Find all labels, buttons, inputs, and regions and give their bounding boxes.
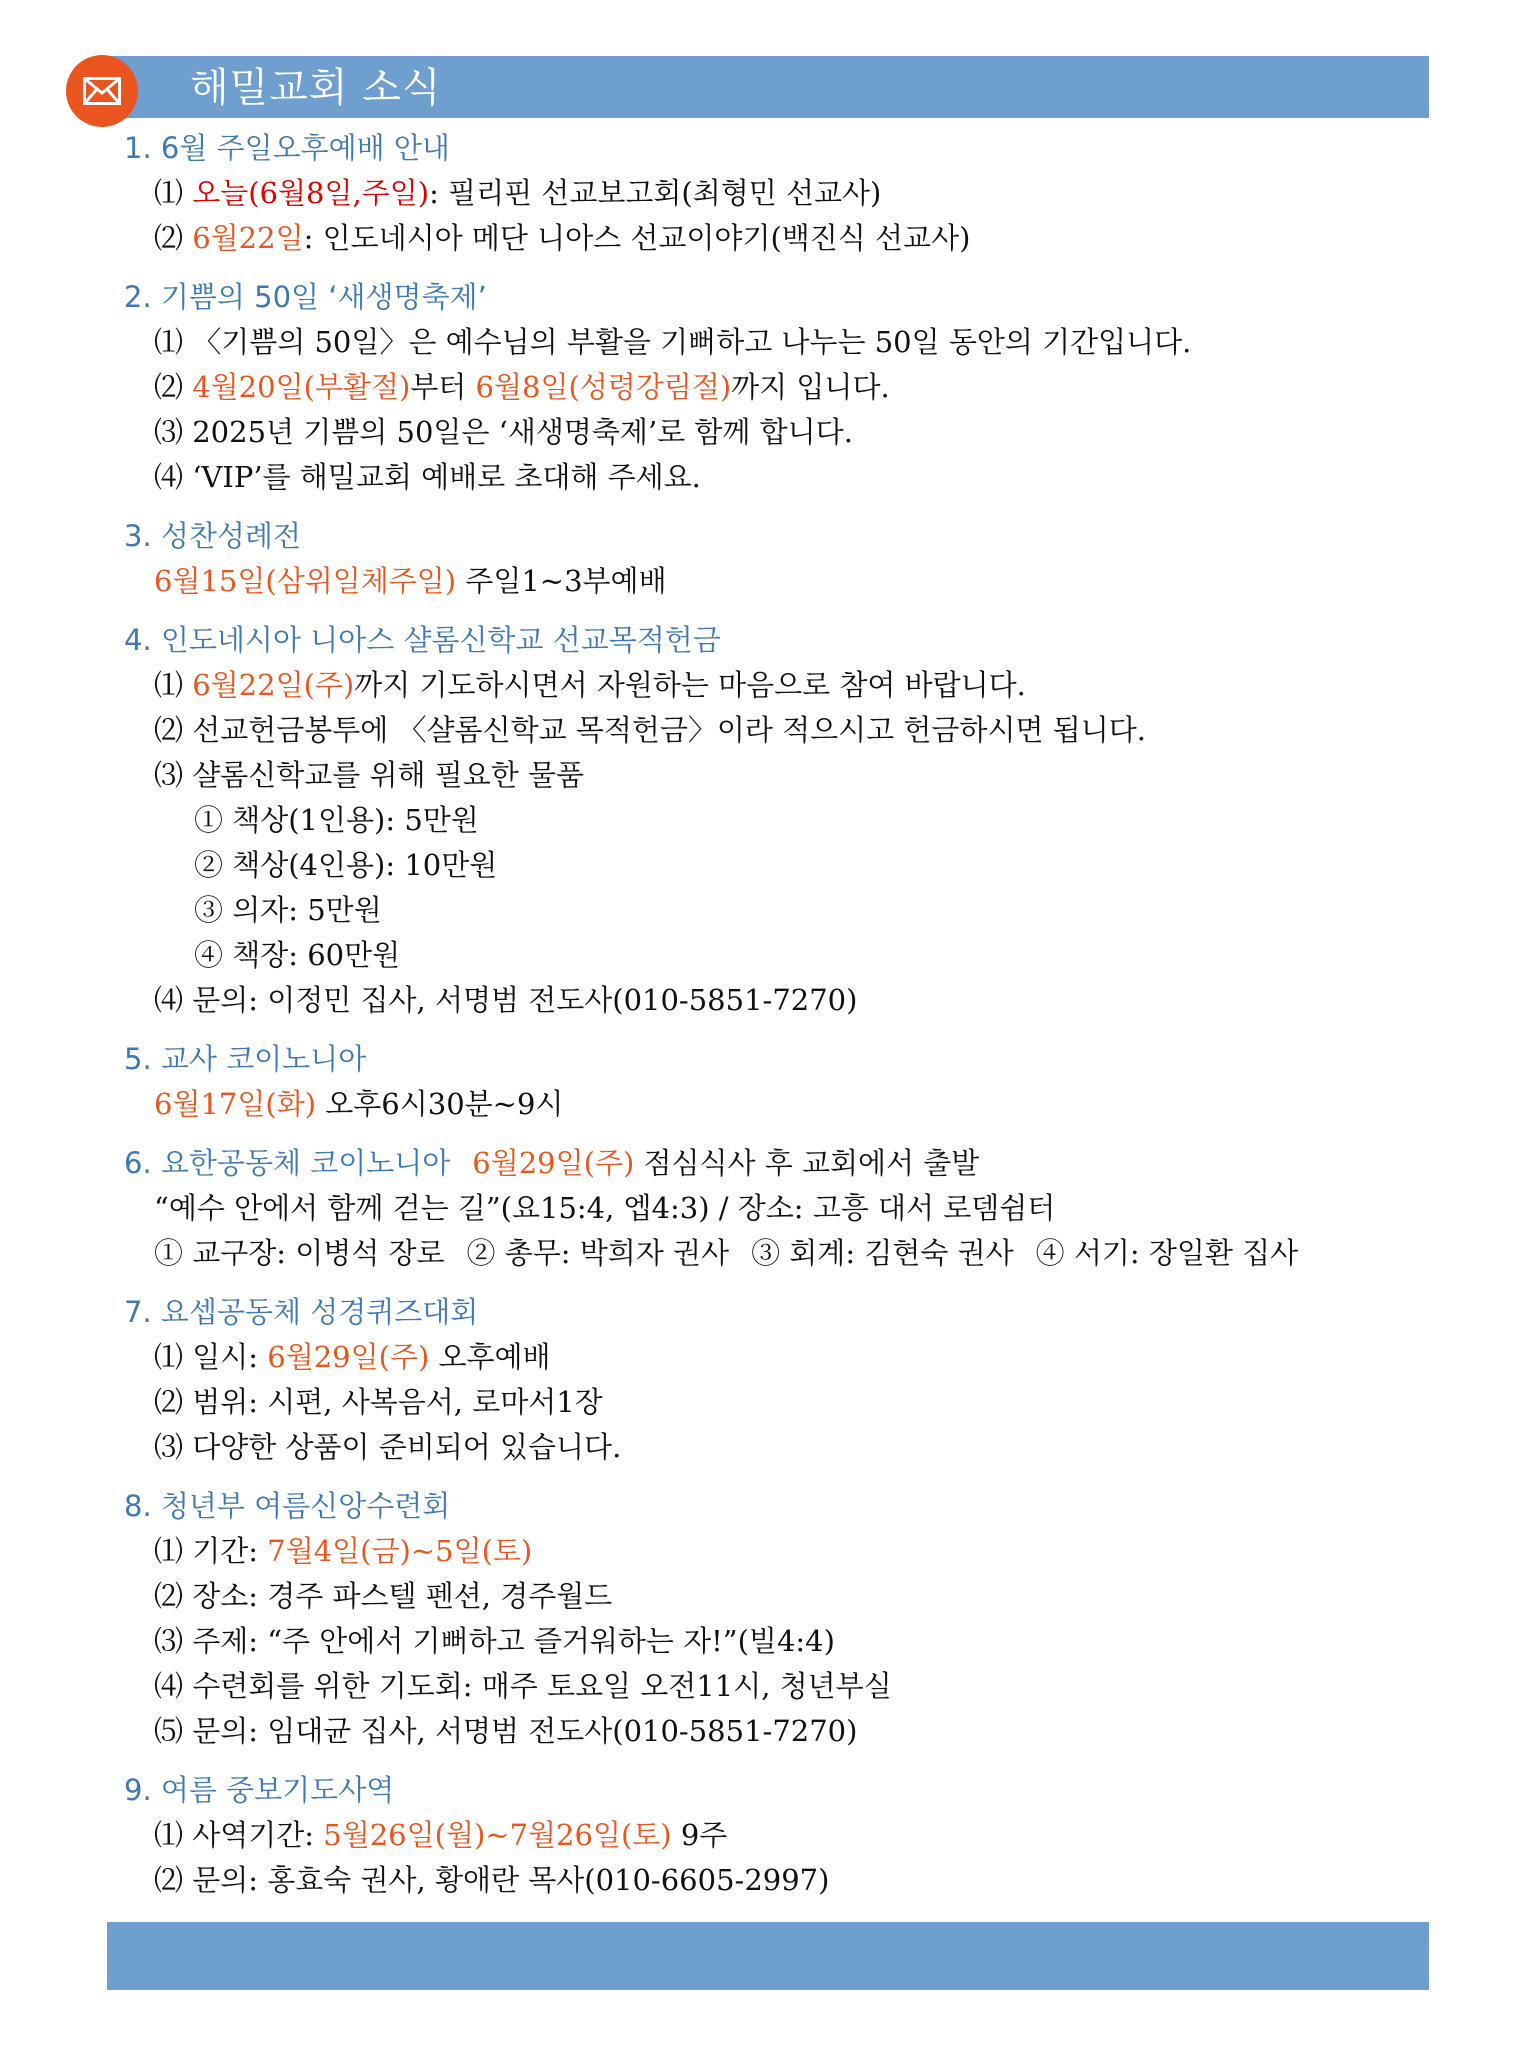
item-text: 오후6시30분~9시	[316, 1087, 564, 1121]
list-item: ⑴ 〈기쁨의 50일〉은 예수님의 부활을 기뻐하고 나누는 50일 동안의 기간입니다.	[154, 325, 1192, 359]
list-item: ⑵ 장소: 경주 파스텔 펜션, 경주월드	[154, 1579, 613, 1613]
section-title: 1. 6월 주일오후예배 안내	[124, 131, 450, 165]
list-item	[124, 1082, 1404, 1127]
role-item: ④ 서기: 장일환 집사	[1035, 1236, 1299, 1270]
list-item: “예수 안에서 함께 걷는 길”(요15:4, 엡4:3) / 장소: 고흥 대서 로뎀쉼터	[154, 1191, 1056, 1225]
section-5	[124, 1037, 1404, 1127]
list-item	[124, 559, 1404, 604]
item-prefix: ⑴	[154, 176, 193, 210]
section-title: 2. 기쁨의 50일 ‘새생명축제’	[124, 280, 487, 314]
list-item	[124, 365, 1404, 410]
item-text: 9주	[671, 1818, 728, 1852]
highlight-date: 6월22일(주)	[192, 668, 355, 702]
list-item: ⑶ 샬롬신학교를 위해 필요한 물품	[154, 758, 585, 792]
section-8	[124, 1484, 1404, 1754]
highlight-date: 5월26일(월)~7월26일(토)	[323, 1818, 672, 1852]
list-item: ⑵ 문의: 홍효숙 권사, 황애란 목사(010-6605-2997)	[154, 1863, 830, 1897]
page-title: 해밀교회 소식	[190, 65, 442, 111]
list-item: ⑶ 2025년 기쁨의 50일은 ‘새생명축제’로 함께 합니다.	[154, 415, 853, 449]
role-item: ③ 회계: 김현숙 권사	[751, 1236, 1014, 1270]
item-prefix: ⑴ 일시:	[154, 1340, 268, 1374]
highlight-date: 6월29일(주)	[267, 1340, 430, 1374]
item-prefix: ⑵	[154, 370, 193, 404]
list-item	[124, 171, 1404, 216]
contact-line: ⑷ 문의: 이정민 집사, 서명범 전도사(010-5851-7270)	[154, 983, 858, 1017]
highlight-date: 오늘(6월8일,주일)	[192, 176, 430, 210]
item-text: 부터	[410, 370, 476, 404]
section-title: 4. 인도네시아 니아스 샬롬신학교 선교목적헌금	[124, 623, 721, 657]
highlight-date: 6월29일(주)	[472, 1146, 635, 1180]
sub-item: ② 책상(4인용): 10만원	[194, 848, 498, 882]
list-item	[124, 663, 1404, 708]
news-content	[124, 126, 1404, 1917]
section-4	[124, 618, 1404, 1023]
section-title: 7. 요셉공동체 성경퀴즈대회	[124, 1295, 479, 1329]
sub-item: ④ 책장: 60만원	[194, 938, 401, 972]
section-7	[124, 1290, 1404, 1470]
list-item: ⑶ 주제: “주 안에서 기뻐하고 즐거워하는 자!”(빌4:4)	[154, 1624, 835, 1658]
sub-item: ③ 의자: 5만원	[194, 893, 382, 927]
item-prefix: ⑵	[154, 221, 193, 255]
section-9	[124, 1768, 1404, 1903]
item-text: 점심식사 후 교회에서 출발	[634, 1146, 980, 1180]
list-item	[124, 1529, 1404, 1574]
role-list	[124, 1231, 1404, 1276]
list-item: ⑵ 선교헌금봉투에 〈샬롬신학교 목적헌금〉이라 적으시고 헌금하시면 됩니다.	[154, 713, 1146, 747]
highlight-date: 6월15일(삼위일체주일)	[154, 564, 457, 598]
highlight-date: 7월4일(금)~5일(토)	[267, 1534, 533, 1568]
list-item: ⑷ ‘VIP’를 해밀교회 예배로 초대해 주세요.	[154, 460, 701, 494]
item-text: : 필리핀 선교보고회(최형민 선교사)	[429, 176, 882, 210]
section-title	[124, 1141, 1404, 1186]
item-prefix: ⑴	[154, 668, 193, 702]
footer-band	[107, 1922, 1429, 1990]
highlight-date: 6월8일(성령강림절)	[475, 370, 732, 404]
section-3	[124, 514, 1404, 604]
role-item: ② 총무: 박희자 권사	[466, 1236, 730, 1270]
list-item: ⑸ 문의: 임대균 집사, 서명범 전도사(010-5851-7270)	[154, 1714, 858, 1748]
list-item: ⑷ 수련회를 위한 기도회: 매주 토요일 오전11시, 청년부실	[154, 1669, 892, 1703]
item-text: 오후예배	[429, 1340, 551, 1374]
section-title: 3. 성찬성례전	[124, 519, 301, 553]
section-title: 5. 교사 코이노니아	[124, 1042, 367, 1076]
item-prefix: ⑴ 사역기간:	[154, 1818, 324, 1852]
item-prefix: ⑴ 기간:	[154, 1534, 268, 1568]
envelope-icon	[66, 55, 138, 127]
highlight-date: 4월20일(부활절)	[192, 370, 411, 404]
list-item	[124, 1813, 1404, 1858]
list-item: ⑶ 다양한 상품이 준비되어 있습니다.	[154, 1430, 622, 1464]
list-item: ⑵ 범위: 시편, 사복음서, 로마서1장	[154, 1385, 603, 1419]
section-title: 9. 여름 중보기도사역	[124, 1773, 395, 1807]
item-text: 까지 기도하시면서 자원하는 마음으로 참여 바랍니다.	[354, 668, 1026, 702]
highlight-date: 6월17일(화)	[154, 1087, 317, 1121]
list-item	[124, 216, 1404, 261]
sub-item: ① 책상(1인용): 5만원	[194, 803, 479, 837]
item-text: 까지 입니다.	[731, 370, 890, 404]
item-text: 주일1~3부예배	[456, 564, 667, 598]
section-6	[124, 1141, 1404, 1276]
section-1	[124, 126, 1404, 261]
section-title: 8. 청년부 여름신앙수련회	[124, 1489, 451, 1523]
role-item: ① 교구장: 이병석 장로	[154, 1236, 445, 1270]
section-2	[124, 275, 1404, 500]
list-item	[124, 1335, 1404, 1380]
item-text: : 인도네시아 메단 니아스 선교이야기(백진식 선교사)	[303, 221, 971, 255]
highlight-date: 6월22일	[192, 221, 304, 255]
section-title-text: 6. 요한공동체 코이노니아	[124, 1146, 451, 1180]
